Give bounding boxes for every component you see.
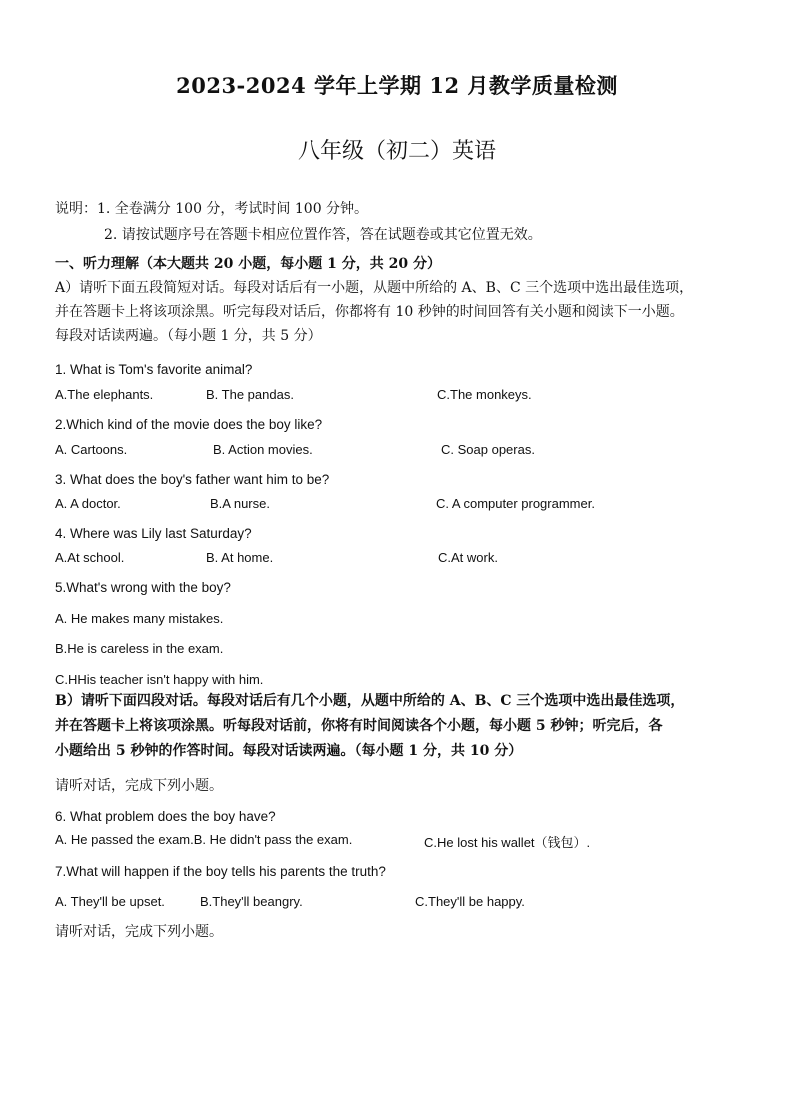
- q4-option-c: C.At work.: [438, 550, 498, 565]
- question-4: 4. Where was Lily last Saturday?: [55, 526, 252, 541]
- q4-option-b: B. At home.: [206, 550, 274, 565]
- q7-option-c: C.They'll be happy.: [415, 894, 525, 909]
- question-6: 6. What problem does the boy have?: [55, 809, 276, 824]
- instruction-line-2: 2. 请按试题序号在答题卡相应位置作答，答在试题卷或其它位置无效。: [104, 227, 542, 243]
- q7-option-a: A. They'll be upset.: [55, 894, 165, 909]
- part-b-line-2: 并在答题卡上将该项涂黑。听每段对话前，你将有时间阅读各个小题，每小题 5 秒钟；听完后，各: [55, 718, 663, 734]
- q6-options-ab: A. He passed the exam.B. He didn't pass the exam.: [55, 832, 353, 847]
- q1-option-a: A.The elephants.: [55, 387, 154, 402]
- q4-option-a: A.At school.: [55, 550, 125, 565]
- q7-option-b: B.They'll beangry.: [200, 894, 303, 909]
- q5-option-b: B.He is careless in the exam.: [55, 641, 224, 656]
- part-a-line-2: 并在答题卡上将该项涂黑。听完每段对话后，你都将有 10 秒钟的时间回答有关小题和阅读下一小题。: [55, 304, 684, 320]
- q2-option-b: B. Action movies.: [213, 442, 313, 457]
- q3-option-b: B.A nurse.: [210, 496, 270, 511]
- question-7: 7.What will happen if the boy tells his parents the truth?: [55, 864, 386, 879]
- section-heading: 一、听力理解（本大题共 20 小题，每小题 1 分，共 20 分）: [55, 256, 441, 272]
- q5-option-c: C.HHis teacher isn't happy with him.: [55, 672, 264, 687]
- question-5: 5.What's wrong with the boy?: [55, 580, 231, 595]
- listen-prompt: 请听对话，完成下列小题。: [55, 778, 223, 794]
- question-1: 1. What is Tom's favorite animal?: [55, 362, 253, 377]
- q1-option-b: B. The pandas.: [206, 387, 294, 402]
- q3-option-c: C. A computer programmer.: [436, 496, 595, 511]
- instruction-line-1: 说明：1. 全卷满分 100 分，考试时间 100 分钟。: [55, 201, 369, 217]
- question-2: 2.Which kind of the movie does the boy like?: [55, 417, 323, 432]
- part-b-line-1: B）请听下面四段对话。每段对话后有几个小题，从题中所给的 A、B、C 三个选项中选出最佳选项，: [55, 693, 685, 709]
- exam-subtitle: 八年级（初二）英语: [297, 139, 496, 164]
- q2-option-c: C. Soap operas.: [441, 442, 535, 457]
- listen-prompt-2: 请听对话，完成下列小题。: [55, 924, 223, 940]
- part-a-line-1: A）请听下面五段简短对话。每段对话后有一小题，从题中所给的 A、B、C 三个选项中选出最佳选项，: [55, 280, 694, 296]
- question-3: 3. What does the boy's father want him to be?: [55, 472, 330, 487]
- part-a-line-3: 每段对话读两遍。（每小题 1 分，共 5 分）: [55, 328, 322, 344]
- q6-option-c: C.He lost his wallet（钱包）.: [424, 835, 591, 850]
- q5-option-a: A. He makes many mistakes.: [55, 611, 224, 626]
- q2-option-a: A. Cartoons.: [55, 442, 128, 457]
- q3-option-a: A. A doctor.: [55, 496, 121, 511]
- q1-option-c: C.The monkeys.: [437, 387, 532, 402]
- exam-title: 2023-2024 学年上学期 12 月教学质量检测: [176, 73, 618, 98]
- part-b-line-3: 小题给出 5 秒钟的作答时间。每段对话读两遍。（每小题 1 分，共 10 分）: [55, 743, 523, 759]
